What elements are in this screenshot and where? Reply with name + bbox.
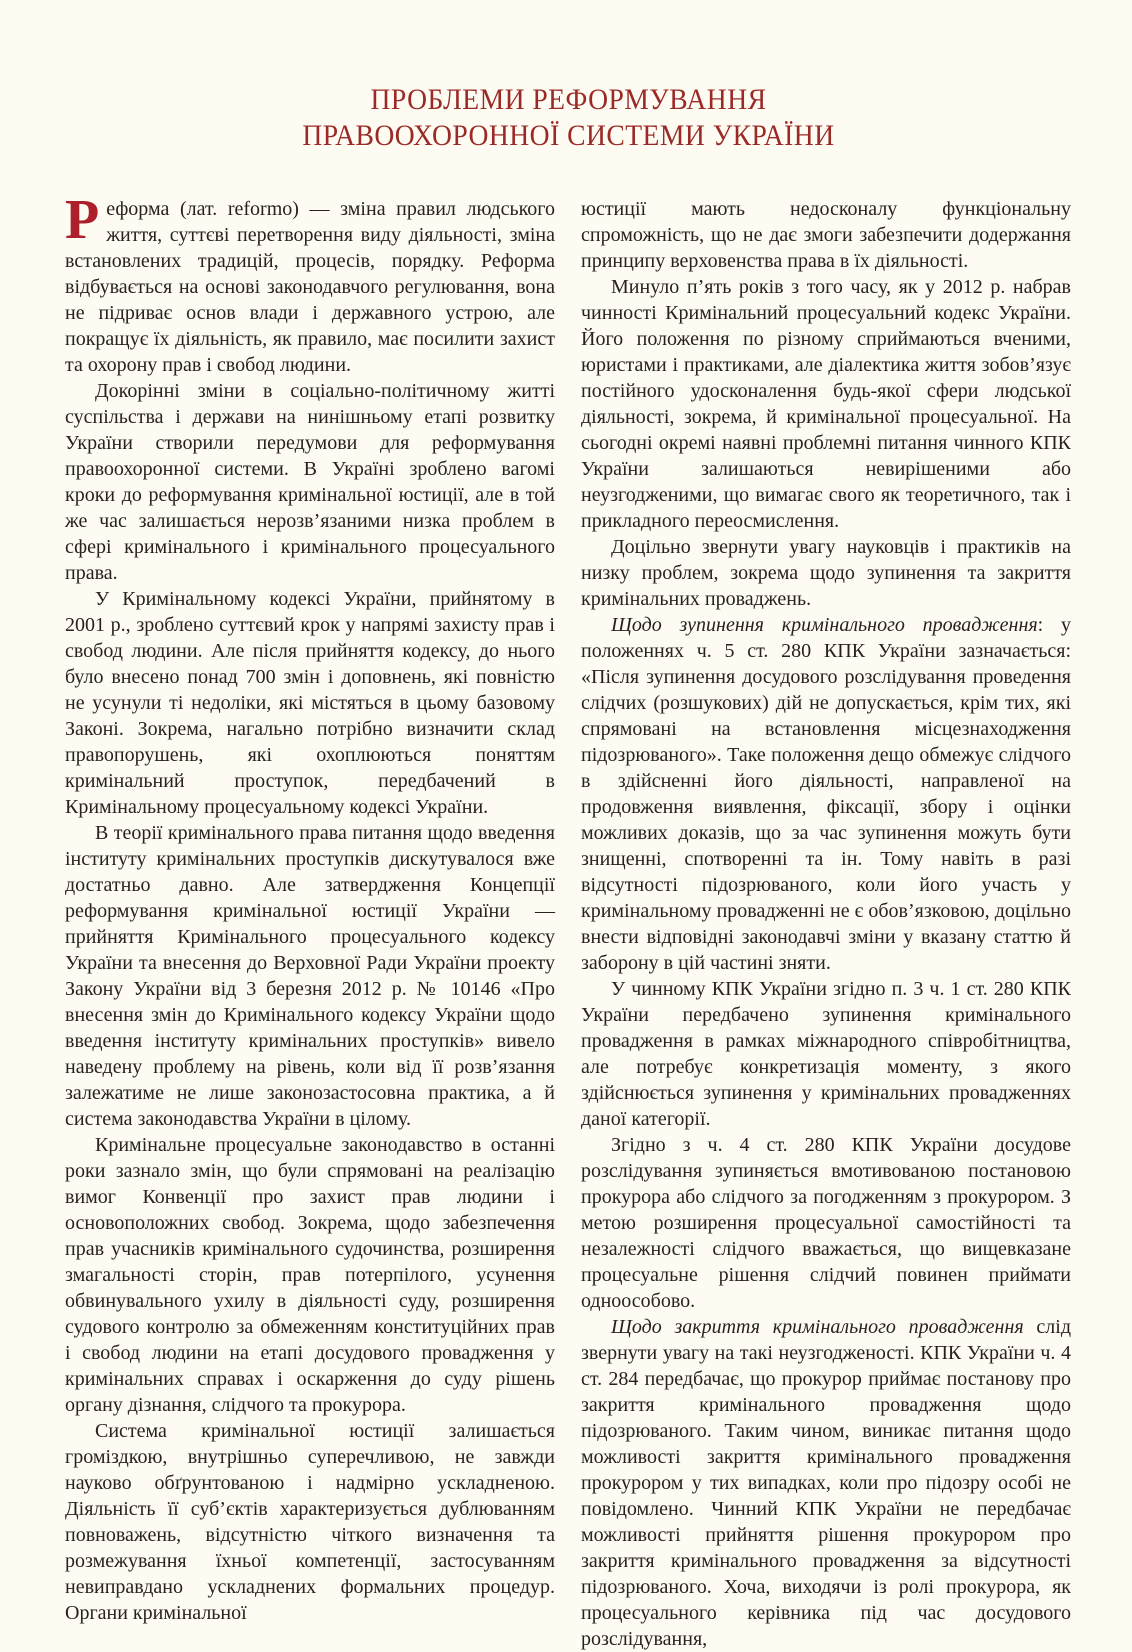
- article-title-line-2: ПРАВООХОРОННОЇ СИСТЕМИ УКРАЇНИ: [302, 119, 835, 152]
- column-right: [581, 196, 1071, 1652]
- paragraph: [581, 196, 1071, 274]
- drop-cap-letter: Р: [65, 189, 100, 251]
- paragraph: [581, 274, 1071, 534]
- paragraph: [581, 612, 1071, 976]
- paragraph: [65, 378, 555, 586]
- body-text: У Кримінальному кодексі України, прийнятому в 2001 р., зроблено суттєвий крок у напрямі захисту прав і свобод людини. Але після прийняття кодексу, до нього було внесено понад 700 змін і доповнень, які повністю не усунули ті недоліки, які містяться в цьому базовому Законі. Зокрема, нагально потрібно визначити склад правопорушень, які охоплюються поняттям кримінальний проступок, передбачений в Кримінальному процесуальному кодексі України.: [65, 588, 555, 818]
- body-text: слід звернути увагу на такі неузгодженості. КПК України ч. 4 ст. 284 передбачає, що прокурор приймає постанову про закриття кримінального провадження щодо підозрюваного. Таким чином, виникає питання щодо можливості закриття кримінального провадження прокурором у тих випадках, коли про підозру особі не повідомлено. Чинний КПК України не передбачає можливості прийняття рішення прокурором про закриття кримінального провадження за відсутності підозрюваного. Хоча, виходячи із ролі прокурора, як процесуального керівника під час досудового розслідування,: [581, 1316, 1071, 1650]
- paragraph: [581, 1132, 1071, 1314]
- body-text: В теорії кримінального права питання щодо введення інституту кримінальних проступків дискутувалося вже достатньо давно. Але затвердження Концепції реформування кримінальної юстиції України — прийняття Кримінального процесуального кодексу України та внесення до Верховної Ради України проекту Закону України від 3 березня 2012 р. № 10146 «Про внесення змін до Кримінального кодексу України щодо введення інституту кримінальних проступків» вивело наведену проблему на рівень, коли від її розв’язання залежатиме не лише законозастосовна практика, а й система законодавства України в цілому.: [65, 822, 555, 1130]
- emphasis-text: Щодо закриття кримінального провадження: [611, 1316, 1024, 1338]
- body-text: Система кримінальної юстиції залишається громіздкою, внутрішньо суперечливою, не завжди науково обґрунтованою і надмірно ускладненою. Діяльність її суб’єктів характеризується дублюванням повноважень, відсутністю чіткого визначення та розмежування їхньої компетенції, застосуванням невиправдано ускладнених формальних процедур. Органи кримінальної: [65, 1420, 555, 1624]
- emphasis-text: Щодо зупинення кримінального провадження: [611, 614, 1038, 636]
- paragraph: [65, 586, 555, 820]
- paragraph: [581, 1314, 1071, 1652]
- paragraph: [65, 189, 555, 378]
- body-text: : у положеннях ч. 5 ст. 280 КПК України зазначається: «Після зупинення досудового розслідування проведення слідчих (розшукових) дій не допускається, крім тих, які спрямовані на встановлення місцезнаходження підозрюваного». Таке положення дещо обмежує слідчого в здійсненні його діяльності, направленої на продовження виявлення, фіксації, збору і оцінки можливих доказів, що за час зупинення можуть бути знищенні, спотворенні та ін. Тому навіть в разі відсутності підозрюваного, коли його участь у кримінальному провадженні не є обов’язковою, доцільно внести відповідні законодавчі зміни у вказану статтю й заборону в цій частині зняти.: [581, 614, 1071, 974]
- body-text: Згідно з ч. 4 ст. 280 КПК України досудове розслідування зупиняється вмотивованою постановою прокурора або слідчого за погодженням з прокурором. З метою розширення процесуальної самостійності та незалежності слідчого вважається, що вищевказане процесуальне рішення слідчий повинен приймати одноособово.: [581, 1134, 1071, 1312]
- article-title: [65, 82, 1072, 154]
- body-text: Кримінальне процесуальне законодавство в останні роки зазнало змін, що були спрямовані на реалізацію вимог Конвенції про захист прав людини і основоположних свобод. Зокрема, щодо забезпечення прав учасників кримінального судочинства, розширення змагальності сторін, прав потерпілого, усунення обвинувального ухилу в діяльності суду, розширення судового контролю за обмеженням конституційних прав і свобод людини на етапі досудового провадження у кримінальних справах і оскарження до суду рішень органу дізнання, слідчого та прокурора.: [65, 1134, 555, 1416]
- body-text: Минуло п’ять років з того часу, як у 2012 р. набрав чинності Кримінальний процесуальний кодекс України. Його положення по різному сприймаються вченими, юристами і практиками, але діалектика життя зобов’язує постійного удосконалення будь-якої сфери людської діяльності, зокрема, й кримінальної процесуальної. На сьогодні окремі наявні проблемні питання чинного КПК України залишаються невирішеними або неузгодженими, що вимагає свого як теоретичного, так і прикладного переосмислення.: [581, 276, 1071, 532]
- body-text: Доцільно звернути увагу науковців і практиків на низку проблем, зокрема щодо зупинення та закриття кримінальних проваджень.: [581, 536, 1071, 610]
- body-text: еформа (лат. reformo) — зміна правил людського життя, суттєві перетворення виду діяльності, зміна встановлених традицій, процесів, порядку. Реформа відбувається на основі законодавчого регулювання, вона не підриває основ влади і державного устрою, але покращує їх діяльність, як правило, має посилити захист та охорону прав і свобод людини.: [65, 198, 555, 376]
- column-left: [65, 189, 555, 1652]
- body-text: юстиції мають недосконалу функціональну спроможність, що не дає змоги забезпечити додержання принципу верховенства права в їх діяльності.: [581, 198, 1071, 272]
- paragraph: [65, 820, 555, 1132]
- paragraph: [65, 1132, 555, 1418]
- paragraph: [65, 1418, 555, 1626]
- paragraph: [581, 534, 1071, 612]
- body-text: Докорінні зміни в соціально-політичному житті суспільства і держави на нинішньому етапі розвитку України створили передумови для реформування правоохоронної системи. В Україні зроблено вагомі кроки до реформування кримінальної юстиції, але в той же час залишається нерозв’язаними низка проблем в сфері кримінального і кримінального процесуального права.: [65, 380, 555, 584]
- article-body: [65, 189, 1072, 1652]
- body-text: У чинному КПК України згідно п. 3 ч. 1 ст. 280 КПК України передбачено зупинення кримінального провадження в рамках міжнародного співробітництва, але потребує конкретизація моменту, з якого здійснюється зупинення у кримінальних провадженнях даної категорії.: [581, 978, 1071, 1130]
- article-title-line-1: ПРОБЛЕМИ РЕФОРМУВАННЯ: [370, 83, 767, 116]
- paragraph: [581, 976, 1071, 1132]
